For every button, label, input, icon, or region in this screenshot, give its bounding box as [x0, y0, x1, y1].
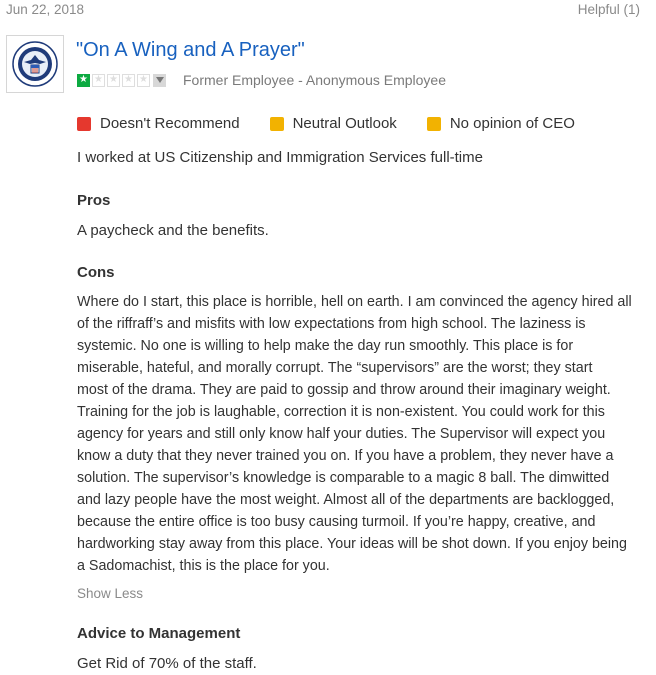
cons-line: Where do I start, this place is horrible, hell on earth. I am convinced the agency hired all [77, 294, 632, 310]
cons-line: solution. The supervisor’s knowledge is comparable to a magic 8 ball. The dimwitted [77, 470, 610, 486]
cons-line: most of the drama. They are paid to gossip and throw around their imaginary weight. [77, 382, 611, 398]
star-icon: ★ [137, 74, 150, 87]
yellow-square-icon [270, 117, 284, 131]
recommend-status [77, 115, 240, 132]
pros-text: A paycheck and the benefits. [77, 222, 269, 239]
cons-line: of the riffraff’s and misfits with low expectations from high school. The laziness is [77, 316, 586, 332]
cons-line: systemic. No one is willing to help make the day run smoothly. This place is for [77, 338, 574, 354]
outlook-ratings [77, 115, 575, 132]
outlook-label: No opinion of CEO [449, 115, 575, 132]
cons-line: hardworking stay away from this place. Your ideas will be shot down. If you enjoy being [77, 536, 627, 552]
cons-line: miserable, hateful, and morally corrupt. The “supervisors” are the worst; they start [77, 360, 593, 376]
star-rating [77, 74, 152, 87]
rating-details-dropdown[interactable] [153, 74, 166, 87]
dhs-seal-icon [11, 40, 59, 88]
show-less-link[interactable]: Show Less [77, 586, 144, 601]
star-icon: ★ [92, 74, 105, 87]
star-icon: ★ [107, 74, 120, 87]
employer-logo[interactable] [6, 35, 64, 93]
yellow-square-icon [427, 117, 441, 131]
caret-down-icon [156, 77, 164, 83]
cons-line: and lazy people have the most weight. Almost all of the departments are backlogged, [77, 492, 615, 508]
cons-line: a Sadomachist, this is the place for you. [77, 558, 330, 574]
outlook-label: Doesn't Recommend [100, 115, 240, 132]
helpful-button[interactable]: Helpful (1) [577, 2, 640, 17]
star-icon: ★ [122, 74, 135, 87]
review-meta-bar [6, 2, 640, 17]
review-date: Jun 22, 2018 [6, 2, 85, 17]
advice-heading: Advice to Management [77, 625, 241, 642]
business-outlook-status [270, 115, 397, 132]
cons-text [77, 291, 652, 577]
rating-row [77, 73, 446, 87]
ceo-opinion-status [427, 115, 575, 132]
star-icon: ★ [77, 74, 90, 87]
pros-heading: Pros [77, 192, 111, 209]
cons-line: because the entire office is too busy causing turmoil. If you’re happy, creative, and [77, 514, 596, 530]
cons-heading: Cons [77, 264, 115, 281]
cons-line: agency for years and still only know half your duties. The Supervisor will expect you [77, 426, 606, 442]
author-info: Former Employee - Anonymous Employee [183, 72, 446, 88]
advice-text: Get Rid of 70% of the staff. [77, 655, 257, 672]
cons-line: know a duty that they never trained you on. If you have a problem, they never have a [77, 448, 614, 464]
employment-status: I worked at US Citizenship and Immigration Services full-time [77, 149, 483, 166]
review-title-link[interactable]: "On A Wing and A Prayer" [76, 39, 305, 61]
cons-line: Training for the job is laughable, correction it is non-existent. You could work for this [77, 404, 605, 420]
outlook-label: Neutral Outlook [292, 115, 397, 132]
red-square-icon [77, 117, 91, 131]
